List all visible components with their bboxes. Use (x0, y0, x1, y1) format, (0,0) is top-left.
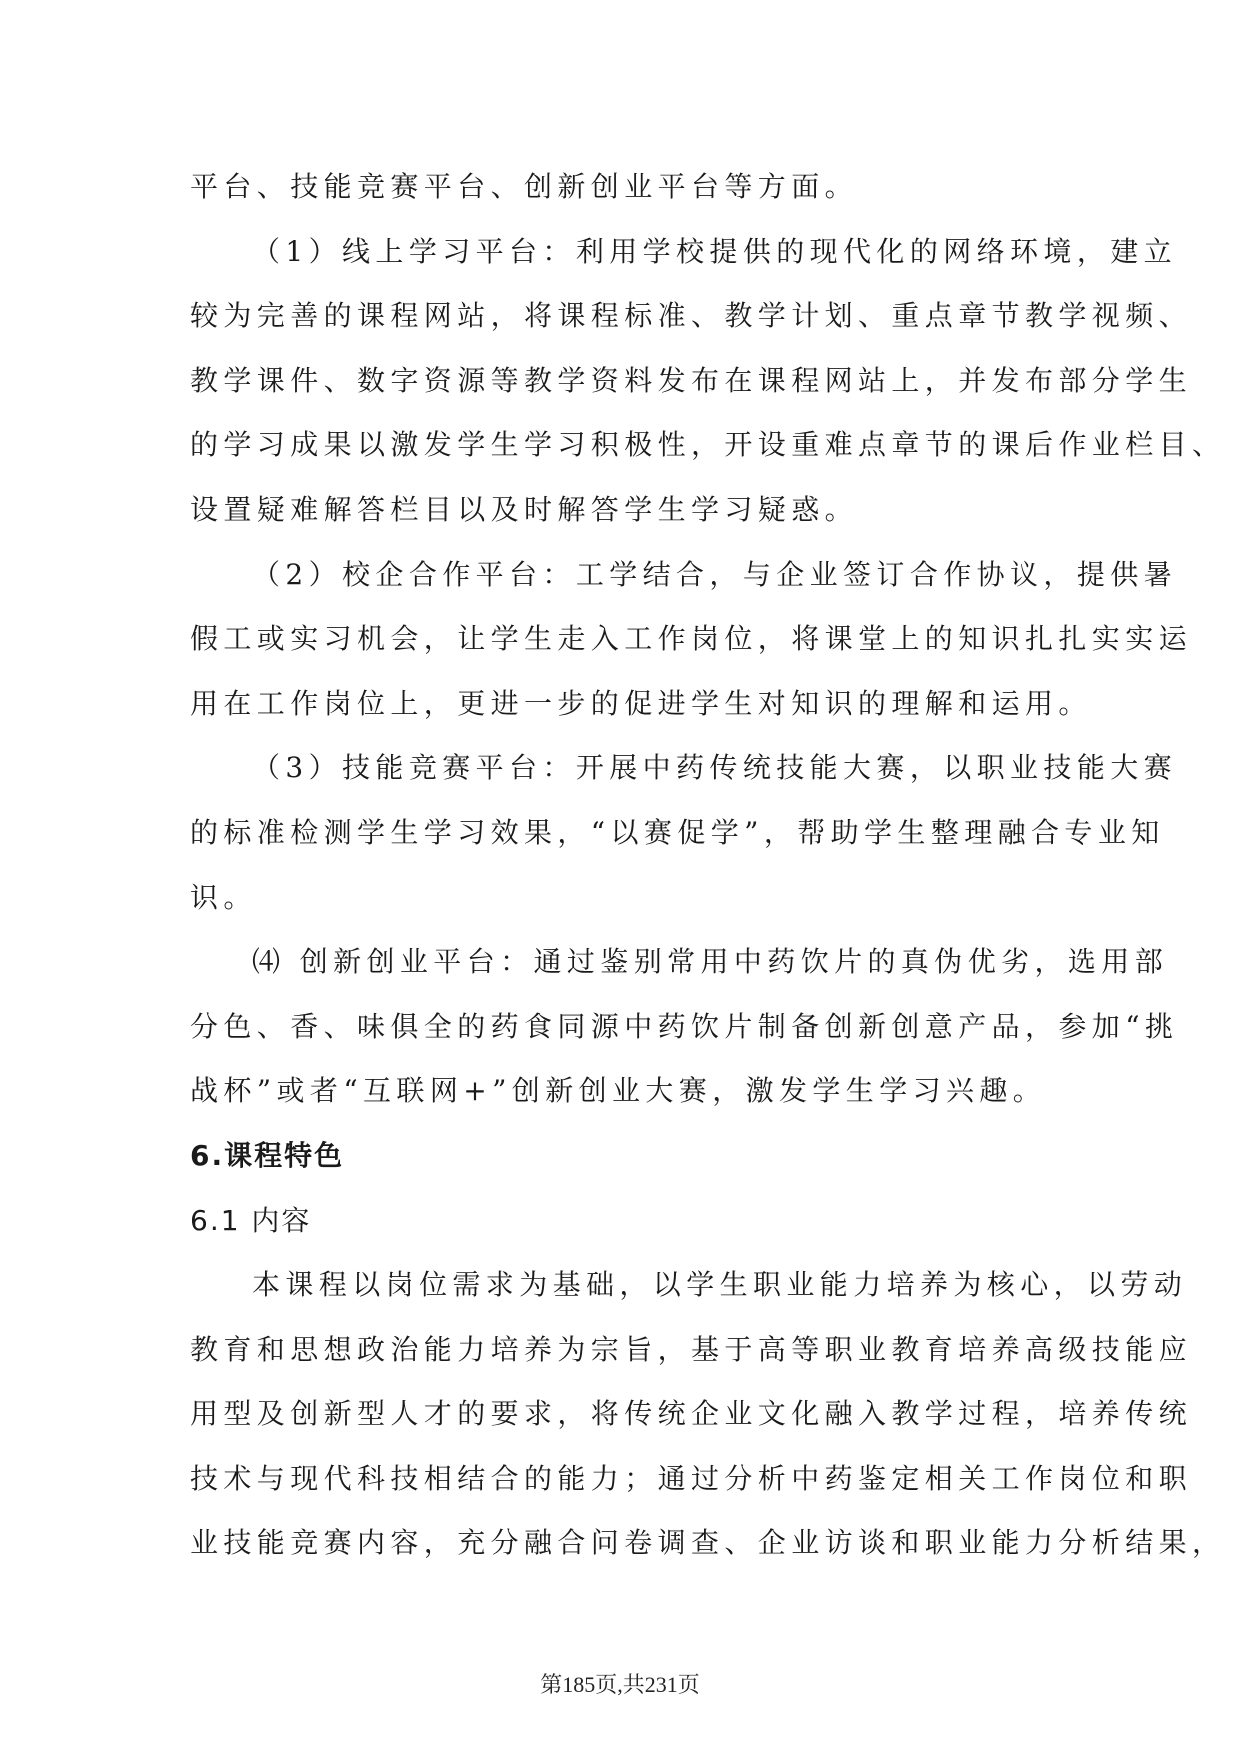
page-number-footer: 第185页,共231页 (540, 1672, 700, 1697)
text-line: （2）校企合作平台：工学结合，与企业签订合作协议，提供暑 (252, 557, 1178, 591)
text-line: 本课程以岗位需求为基础，以学生职业能力培养为核心，以劳动 (252, 1268, 1188, 1302)
subsection-heading-content: 6.1 内容 (190, 1203, 312, 1237)
text-line: 平台、技能竞赛平台、创新创业平台等方面。 (190, 170, 859, 203)
text-line: （1）线上学习平台：利用学校提供的现代化的网络环境，建立 (252, 234, 1178, 268)
text-line: （3）技能竞赛平台：开展中药传统技能大赛，以职业技能大赛 (252, 751, 1178, 785)
text-line: ⑷ 创新创业平台：通过鉴别常用中药饮片的真伪优劣，选用部 (252, 945, 1169, 979)
text-line: 分色、香、味俱全的药食同源中药饮片制备创新创意产品，参加“挑 (190, 1009, 1179, 1043)
text-line: 业技能竞赛内容，充分融合问卷调查、企业访谈和职业能力分析结果， (190, 1526, 1226, 1560)
text-line: 的学习成果以激发学生学习积极性，开设重难点章节的课后作业栏目、 (190, 428, 1226, 462)
text-line: 教学课件、数字资源等教学资料发布在课程网站上，并发布部分学生 (190, 363, 1193, 397)
text-line: 教育和思想政治能力培养为宗旨，基于高等职业教育培养高级技能应 (190, 1332, 1193, 1366)
text-line: 战杯”或者“互联网+”创新创业大赛，激发学生学习兴趣。 (190, 1074, 1047, 1108)
text-line: 假工或实习机会，让学生走入工作岗位，将课堂上的知识扎扎实实运 (190, 622, 1193, 656)
text-line: 用在工作岗位上，更进一步的促进学生对知识的理解和运用。 (190, 686, 1092, 720)
text-line: 用型及创新型人才的要求，将传统企业文化融入教学过程，培养传统 (190, 1397, 1193, 1431)
paragraph-block-platforms (190, 155, 1226, 1124)
section-heading-course-features: 6.课程特色 (190, 1138, 345, 1172)
text-line: 的标准检测学生学习效果，“以赛促学”，帮助学生整理融合专业知 (190, 815, 1165, 849)
paragraph-block-content (190, 1253, 1226, 1576)
text-line: 技术与现代科技相结合的能力；通过分析中药鉴定相关工作岗位和职 (190, 1461, 1193, 1495)
body-text (190, 155, 1226, 1576)
text-line: 设置疑难解答栏目以及时解答学生学习疑惑。 (190, 492, 859, 526)
text-line: 较为完善的课程网站，将课程标准、教学计划、重点章节教学视频、 (190, 299, 1193, 333)
text-line: 识。 (190, 880, 257, 914)
